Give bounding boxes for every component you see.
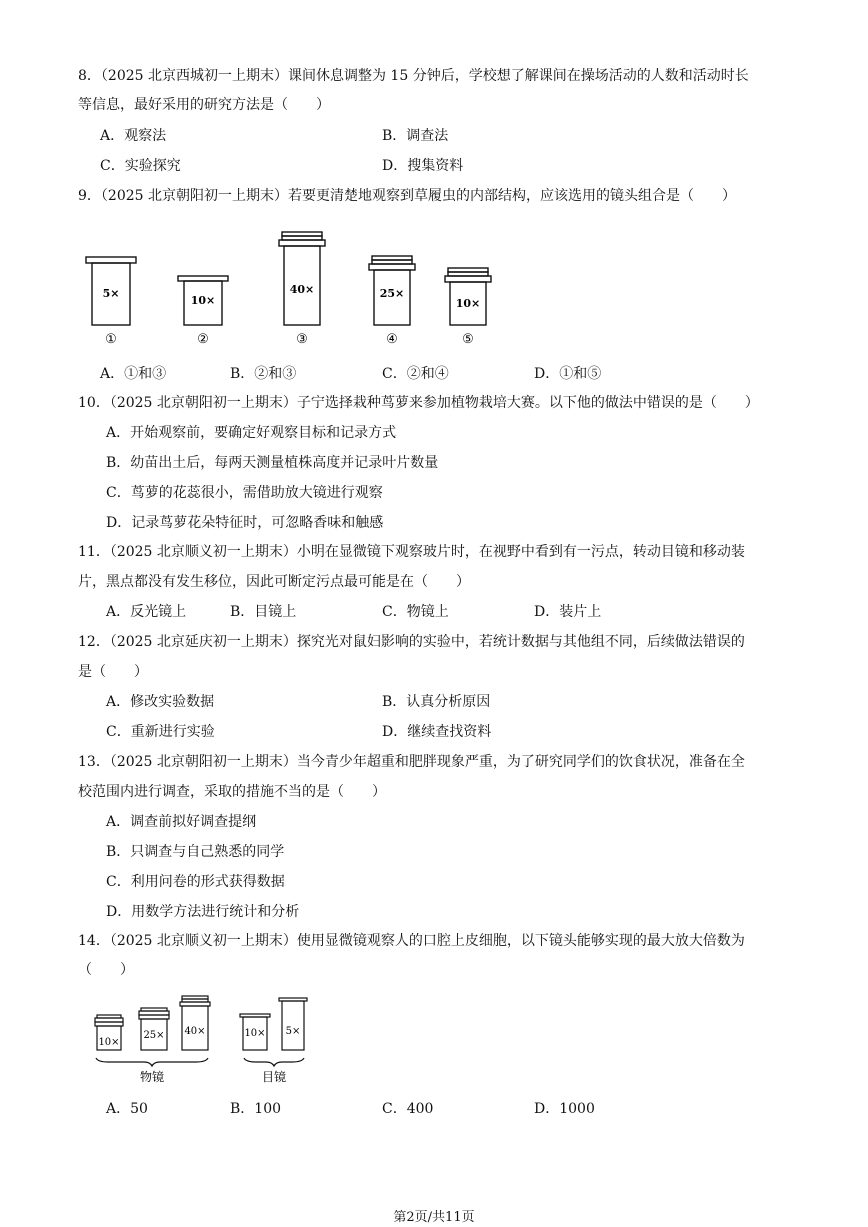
q14-eyepiece-5x-label: 5× [285, 1026, 301, 1037]
q9-lens2-number: ② [197, 332, 209, 347]
q13-stem-line1: 13．（2025 北京朝阳初一上期末）当今青少年超重和肥胖现象严重，为了研究同学们的饮食状况，准备在全 [78, 754, 745, 770]
q9-option-a[interactable]: A．①和③ [100, 366, 167, 382]
q13-option-a[interactable]: A．调查前拟好调查提纲 [106, 814, 257, 830]
q14-stem-line2: （ ） [78, 962, 134, 978]
q9-option-b[interactable]: B．②和③ [230, 366, 297, 382]
q14-option-a[interactable]: A．50 [106, 1101, 148, 1117]
q10-option-d[interactable]: D．记录茑萝花朵特征时，可忽略香味和触感 [106, 515, 384, 531]
q12-option-c[interactable]: C．重新进行实验 [106, 724, 215, 740]
q8-option-c[interactable]: C．实验探究 [100, 158, 181, 174]
q13-option-d[interactable]: D．用数学方法进行统计和分析 [106, 904, 300, 920]
q10-option-a[interactable]: A．开始观察前，要确定好观察目标和记录方式 [106, 425, 397, 441]
q9-lens1-label: 5× [102, 287, 120, 300]
q9-lens5-number: ⑤ [462, 332, 474, 347]
q9-stem-line1: 9．（2025 北京朝阳初一上期末）若要更清楚地观察到草履虫的内部结构，应该选用的镜头组合是（ ） [78, 188, 736, 204]
q9-option-c[interactable]: C．②和④ [382, 366, 449, 382]
q10-option-c[interactable]: C．茑萝的花蕊很小，需借助放大镜进行观察 [106, 485, 383, 501]
q14-objective-10x-label: 10× [98, 1037, 120, 1048]
q14-eyepiece-caption: 目镜 [261, 1070, 287, 1084]
q13-option-c[interactable]: C．利用问卷的形式获得数据 [106, 874, 285, 890]
q14-stem-line1: 14．（2025 北京顺义初一上期末）使用显微镜观察人的口腔上皮细胞，以下镜头能够实现的最大放大倍数为 [78, 933, 745, 949]
q9-lens1-number: ① [105, 332, 117, 347]
q14-option-c[interactable]: C．400 [382, 1101, 434, 1117]
q13-stem-line2: 校范围内进行调查，采取的措施不当的是（ ） [78, 784, 386, 800]
q12-stem-line2: 是（ ） [78, 664, 148, 680]
q8-stem-line1: 8．（2025 北京西城初一上期末）课间休息调整为 15 分钟后，学校想了解课间在操场活动的人数和活动时长 [78, 68, 749, 84]
q9-lens-figure [70, 225, 530, 350]
q12-stem-line1: 12．（2025 北京延庆初一上期末）探究光对鼠妇影响的实验中，若统计数据与其他组不同，后续做法错误的 [78, 634, 745, 650]
q9-lens2-label: 10× [190, 294, 216, 307]
q11-option-d[interactable]: D．装片上 [534, 604, 602, 620]
q11-option-c[interactable]: C．物镜上 [382, 604, 449, 620]
q8-stem-line2: 等信息，最好采用的研究方法是（ ） [78, 97, 330, 113]
q14-option-d[interactable]: D．1000 [534, 1101, 595, 1117]
q12-option-a[interactable]: A．修改实验数据 [106, 694, 215, 710]
q10-stem-line1: 10．（2025 北京朝阳初一上期末）子宁选择栽种茑萝来参加植物栽培大赛。以下他的做法中错误的是（ ） [78, 395, 759, 411]
q10-option-b[interactable]: B．幼苗出土后，每两天测量植株高度并记录叶片数量 [106, 455, 439, 471]
q11-option-b[interactable]: B．目镜上 [230, 604, 297, 620]
q9-lens5-label: 10× [455, 297, 481, 310]
q14-objective-40x-label: 40× [184, 1026, 206, 1037]
q14-option-b[interactable]: B．100 [230, 1101, 282, 1117]
q9-lens3-number: ③ [296, 332, 308, 347]
q14-objective-25x-label: 25× [143, 1030, 165, 1041]
q11-stem-line1: 11．（2025 北京顺义初一上期末）小明在显微镜下观察玻片时，在视野中看到有一污点，转动目镜和移动装 [78, 544, 745, 560]
q12-option-b[interactable]: B．认真分析原因 [382, 694, 491, 710]
q12-option-d[interactable]: D．继续查找资料 [382, 724, 492, 740]
q13-option-b[interactable]: B．只调查与自己熟悉的同学 [106, 844, 285, 860]
q11-stem-line2: 片，黑点都没有发生移位，因此可断定污点最可能是在（ ） [78, 574, 470, 590]
q9-lens4-number: ④ [386, 332, 398, 347]
q8-option-d[interactable]: D．搜集资料 [382, 158, 464, 174]
q8-option-a[interactable]: A．观察法 [100, 128, 167, 144]
page-footer: 第2页/共11页 [393, 1210, 475, 1225]
q9-option-d[interactable]: D．①和⑤ [534, 366, 602, 382]
q11-option-a[interactable]: A．反光镜上 [106, 604, 187, 620]
q14-lens-figure [86, 992, 326, 1088]
q14-eyepiece-10x-label: 10× [244, 1028, 266, 1039]
q14-objective-caption: 物镜 [139, 1070, 165, 1084]
q9-lens3-label: 40× [289, 283, 315, 296]
q8-option-b[interactable]: B．调查法 [382, 128, 449, 144]
q9-lens4-label: 25× [379, 287, 405, 300]
